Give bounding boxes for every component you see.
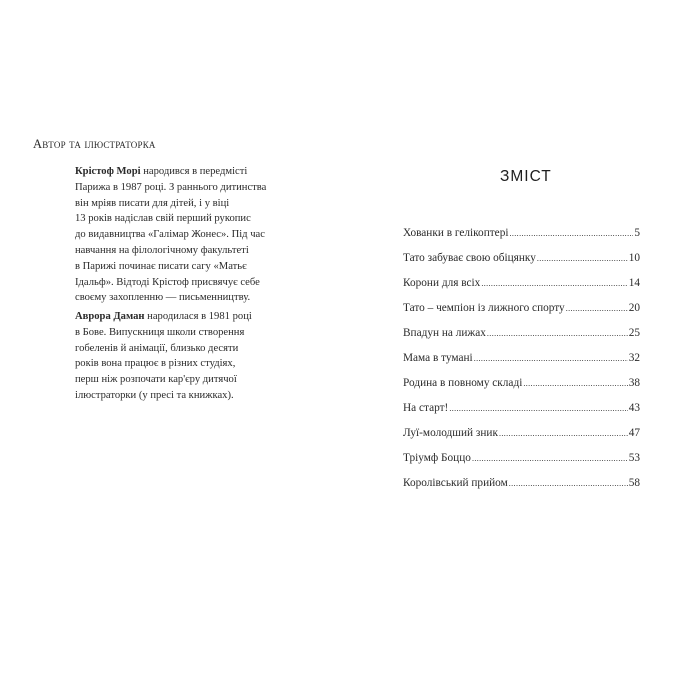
author-illustrator-heading: Автор та ілюстраторка <box>33 137 156 151</box>
dot-leader <box>487 321 628 346</box>
dot-leader <box>499 421 628 446</box>
toc-entry[interactable] <box>403 271 640 296</box>
dot-leader <box>509 221 633 246</box>
table-of-contents <box>403 221 640 496</box>
toc-entry[interactable] <box>403 371 640 396</box>
toc-page-number: 47 <box>628 427 640 439</box>
dot-leader <box>481 271 627 296</box>
toc-entry[interactable] <box>403 246 640 271</box>
toc-entry[interactable] <box>403 221 640 246</box>
toc-page-number: 58 <box>628 477 640 489</box>
author-bio-line: своєму захопленню — письменництву. <box>75 292 251 304</box>
toc-entry-title: Луї-молодший зник <box>403 427 498 439</box>
illustrator-bio-line: перш ніж розпочати кар'єру дитячої <box>75 374 237 386</box>
toc-entry[interactable] <box>403 321 640 346</box>
toc-entry-title: На старт! <box>403 402 449 414</box>
dot-leader <box>509 471 628 496</box>
illustrator-bio-line-1: Аврора Даман народилася в 1981 році <box>75 311 252 322</box>
dot-leader <box>474 346 628 371</box>
dot-leader <box>537 246 628 271</box>
contents-title: ЗМІСТ <box>500 168 552 185</box>
toc-entry[interactable] <box>403 296 640 321</box>
illustrator-bio-line: гобеленів й анімації, близько десяти <box>75 342 239 354</box>
toc-entry[interactable] <box>403 346 640 371</box>
dot-leader <box>566 296 628 321</box>
toc-entry-title: Хованки в гелікоптері <box>403 227 509 239</box>
author-bio-line: в Парижі починає писати сагу «Матьє <box>75 260 247 272</box>
dot-leader <box>472 446 628 471</box>
illustrator-bio <box>75 309 290 404</box>
toc-page-number: 38 <box>628 377 640 389</box>
toc-page-number: 14 <box>628 277 640 289</box>
toc-entry[interactable] <box>403 396 640 421</box>
author-bio-line: Парижа в 1987 році. З раннього дитинства <box>75 181 267 193</box>
toc-entry-title: Родина в повному складі <box>403 377 523 389</box>
toc-entry[interactable] <box>403 471 640 496</box>
author-bio-line: навчання на філологічному факультеті <box>75 244 249 256</box>
illustrator-bio-line: ілюстраторки (у пресі та книжках). <box>75 389 234 401</box>
toc-entry-title: Королівський прийом <box>403 477 508 489</box>
dot-leader <box>523 371 627 396</box>
author-bio-line-1: Крістоф Морі народився в передмісті <box>75 166 248 177</box>
illustrator-bio-line: років вона працює в різних студіях, <box>75 358 236 370</box>
toc-entry-title: Впадун на лижах <box>403 327 486 339</box>
author-bio-line: Ідальф». Відтоді Крістоф присвячує себе <box>75 276 260 288</box>
toc-entry-title: Мама в тумані <box>403 352 473 364</box>
toc-page-number: 53 <box>628 452 640 464</box>
toc-page-number: 10 <box>628 252 640 264</box>
toc-entry-title: Тато забуває свою обіцянку <box>403 252 536 264</box>
author-bio-line: він мріяв писати для дітей, і у віці <box>75 197 230 209</box>
toc-page-number: 25 <box>628 327 640 339</box>
toc-page-number: 32 <box>628 352 640 364</box>
author-bio-line: 13 років надіслав свій перший рукопис <box>75 213 251 225</box>
toc-entry[interactable] <box>403 421 640 446</box>
author-bio-line: до видавництва «Галімар Жонес». Під час <box>75 229 265 241</box>
toc-page-number: 43 <box>628 402 640 414</box>
toc-entry-title: Тато – чемпіон із лижного спорту <box>403 302 565 314</box>
toc-entry-title: Тріумф Боццо <box>403 452 471 464</box>
toc-page-number: 5 <box>634 227 640 239</box>
illustrator-bio-line: в Бове. Випускниця школи створення <box>75 326 245 338</box>
dot-leader <box>449 396 627 421</box>
author-bio <box>75 164 290 306</box>
toc-entry-title: Корони для всіх <box>403 277 481 289</box>
toc-entry[interactable] <box>403 446 640 471</box>
illustrator-name: Аврора Даман <box>75 311 145 322</box>
author-name: Крістоф Морі <box>75 166 141 177</box>
toc-page-number: 20 <box>628 302 640 314</box>
